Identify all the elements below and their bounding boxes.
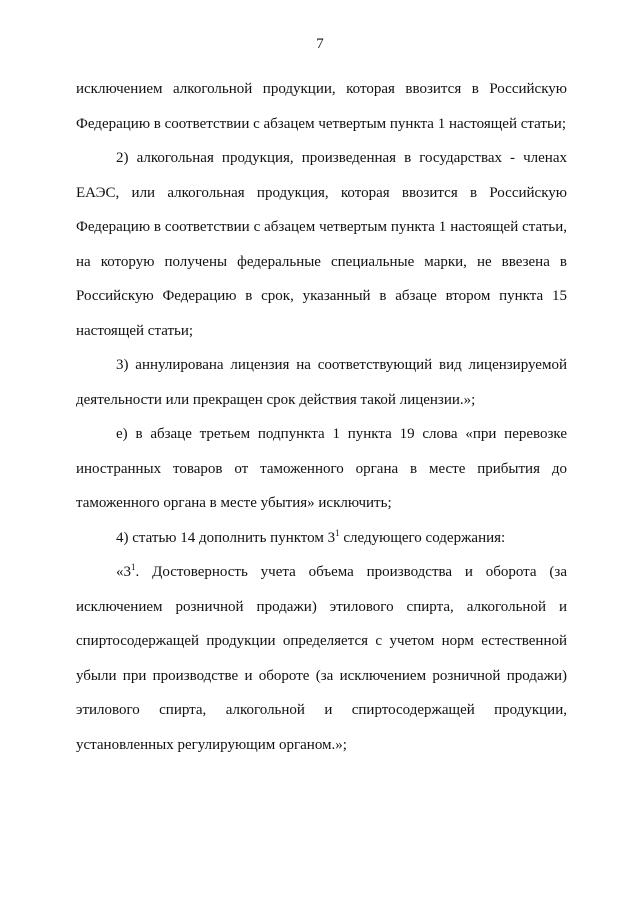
paragraph-quoted-clause: [76, 555, 567, 762]
paragraph-quoted-clause-text-after: . Достоверность учета объема производства и оборота (за исключением розничной продажи) этилового спирта, алкогольной и спиртосодержащей продукции определяется с учетом норм естественной убыли при производстве и обороте (за исключением розничной продажи) этилового спирта, алкогольной и спиртосодержащей продукции, установленных регулирующим органом.»;: [76, 564, 567, 753]
paragraph-item-2: 2) алкогольная продукция, произведенная в государствах - членах ЕАЭС, или алкогольная продукция, которая ввозится в Российскую Федерацию в соответствии с абзацем четвертым пункта 1 настоящей статьи, на которую получены федеральные специальные марки, не ввезена в Российскую Федерацию в срок, указанный в абзаце втором пункта 15 настоящей статьи;: [76, 150, 567, 339]
paragraph-item-4-text-before: 4) статью 14 дополнить пунктом 3: [116, 529, 336, 546]
paragraph-quoted-clause-text-before: «3: [116, 564, 131, 580]
superscript-number: 1: [131, 562, 136, 572]
paragraph-item-4-text-after: следующего содержания:: [339, 529, 506, 546]
superscript-number: 1: [335, 527, 340, 538]
paragraph-continuation: исключением алкогольной продукции, которая ввозится в Российскую Федерацию в соответствии с абзацем четвертым пункта 1 настоящей статьи;: [76, 81, 567, 132]
page-number: 7: [316, 36, 324, 52]
document-body: [76, 72, 567, 762]
paragraph-item-4: [76, 521, 567, 556]
paragraph-item-3: 3) аннулирована лицензия на соответствующий вид лицензируемой деятельности или прекращен срок действия такой лицензии.»;: [76, 357, 567, 408]
paragraph-subitem-e: е) в абзаце третьем подпункта 1 пункта 19 слова «при перевозке иностранных товаров от таможенного органа в месте прибытия до таможенного органа в месте убытия» исключить;: [76, 426, 567, 511]
